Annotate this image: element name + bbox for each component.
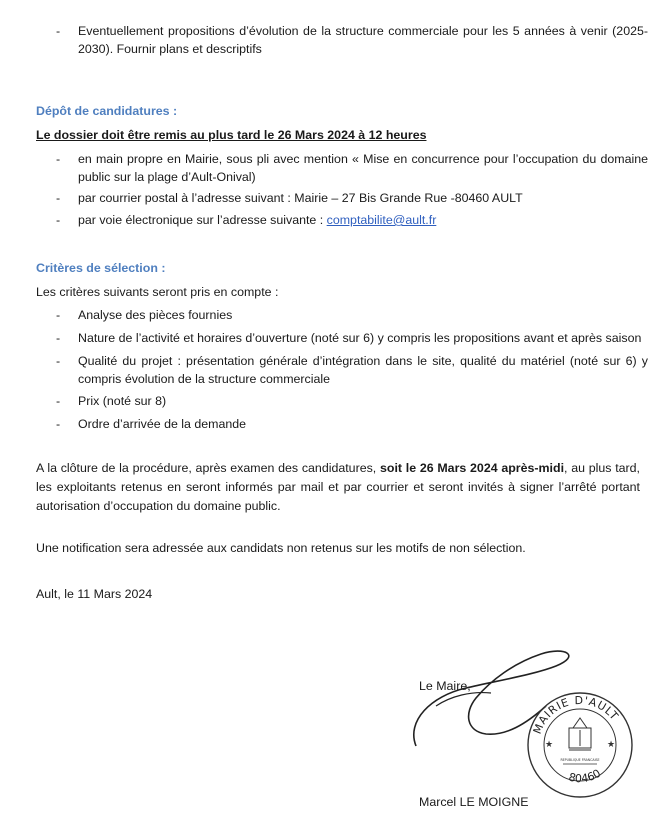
critere-item-text: Nature de l’activité et horaires d’ouverture (noté sur 6) y compris les propositions avant et après saison (78, 331, 642, 345)
depot-heading: Dépôt de candidatures : (36, 104, 178, 118)
date-line: Ault, le 11 Mars 2024 (36, 587, 153, 601)
email-link[interactable]: comptabilite@ault.fr (326, 213, 437, 227)
bullet-dash: - (56, 354, 61, 368)
critere-item-text: Prix (noté sur 8) (78, 394, 167, 408)
svg-text:80460 (567, 767, 603, 786)
deadline-line (36, 126, 640, 144)
svg-text:MAIRIE D'AULT (531, 694, 622, 736)
stamp-bottom-text: 80460 (567, 766, 604, 786)
closure-text-before: A la clôture de la procédure, après examen des candidatures, (36, 461, 380, 475)
depot-item-text: par voie électronique sur l’adresse suivante : (78, 213, 327, 227)
depot-item-text: en main propre en Mairie, sous pli avec mention « Mise en concurrence pour l’occupation du domaine public sur la plage d’Ault-Onival) (78, 152, 648, 184)
bullet-dash: - (56, 394, 61, 408)
criteres-intro: Les critères suivants seront pris en compte : (36, 285, 279, 299)
bullet-dash: - (56, 213, 61, 227)
svg-text:★: ★ (545, 740, 554, 750)
mayor-title: Le Maire, (419, 679, 471, 693)
closure-text-after: , au plus tard, les exploitants retenus en seront informés par mail et par courrier et seront invités à signer l’arrêté portant autorisation d’occupation du domaine public. (36, 461, 641, 513)
stamp-text-overlay (525, 690, 635, 800)
criteres-heading: Critères de sélection : (36, 261, 166, 275)
bullet-dash: - (56, 152, 61, 166)
depot-item-email-line (78, 211, 648, 229)
svg-text:★: ★ (607, 740, 616, 750)
stamp-top-text: MAIRIE D'AULT (530, 693, 622, 736)
depot-item-text: par courrier postal à l’adresse suivant : Mairie – 27 Bis Grande Rue -80460 AULT (78, 191, 523, 205)
bullet-dash: - (56, 331, 61, 345)
bullet-dash: - (56, 308, 61, 322)
bullet-dash: - (56, 191, 61, 205)
bullet-dash: - (56, 24, 61, 38)
notification-paragraph: Une notification sera adressée aux candidats non retenus sur les motifs de non sélection. (36, 541, 526, 555)
mayor-name: Marcel LE MOIGNE (419, 795, 529, 809)
closure-bold-date: soit le 26 Mars 2024 après-midi (379, 461, 565, 475)
critere-item-text: Qualité du projet : présentation générale d’intégration dans le site, qualité du matériel (noté sur 6) y compris évolution de la structure commerciale (78, 354, 648, 386)
stamp-small-text: REPUBLIQUE FRANCAISE (560, 758, 600, 762)
closure-paragraph (36, 459, 640, 516)
intro-bullet-text: Eventuellement propositions d’évolution de la structure commerciale pour les 5 années à venir (2025-2030). Fournir plans et descriptifs (78, 24, 648, 56)
bullet-dash: - (56, 417, 61, 431)
deadline-text: Le dossier doit être remis au plus tard le 26 Mars 2024 à 12 heures (36, 128, 427, 142)
critere-item-text: Analyse des pièces fournies (78, 308, 233, 322)
critere-item-text: Ordre d’arrivée de la demande (78, 417, 247, 431)
